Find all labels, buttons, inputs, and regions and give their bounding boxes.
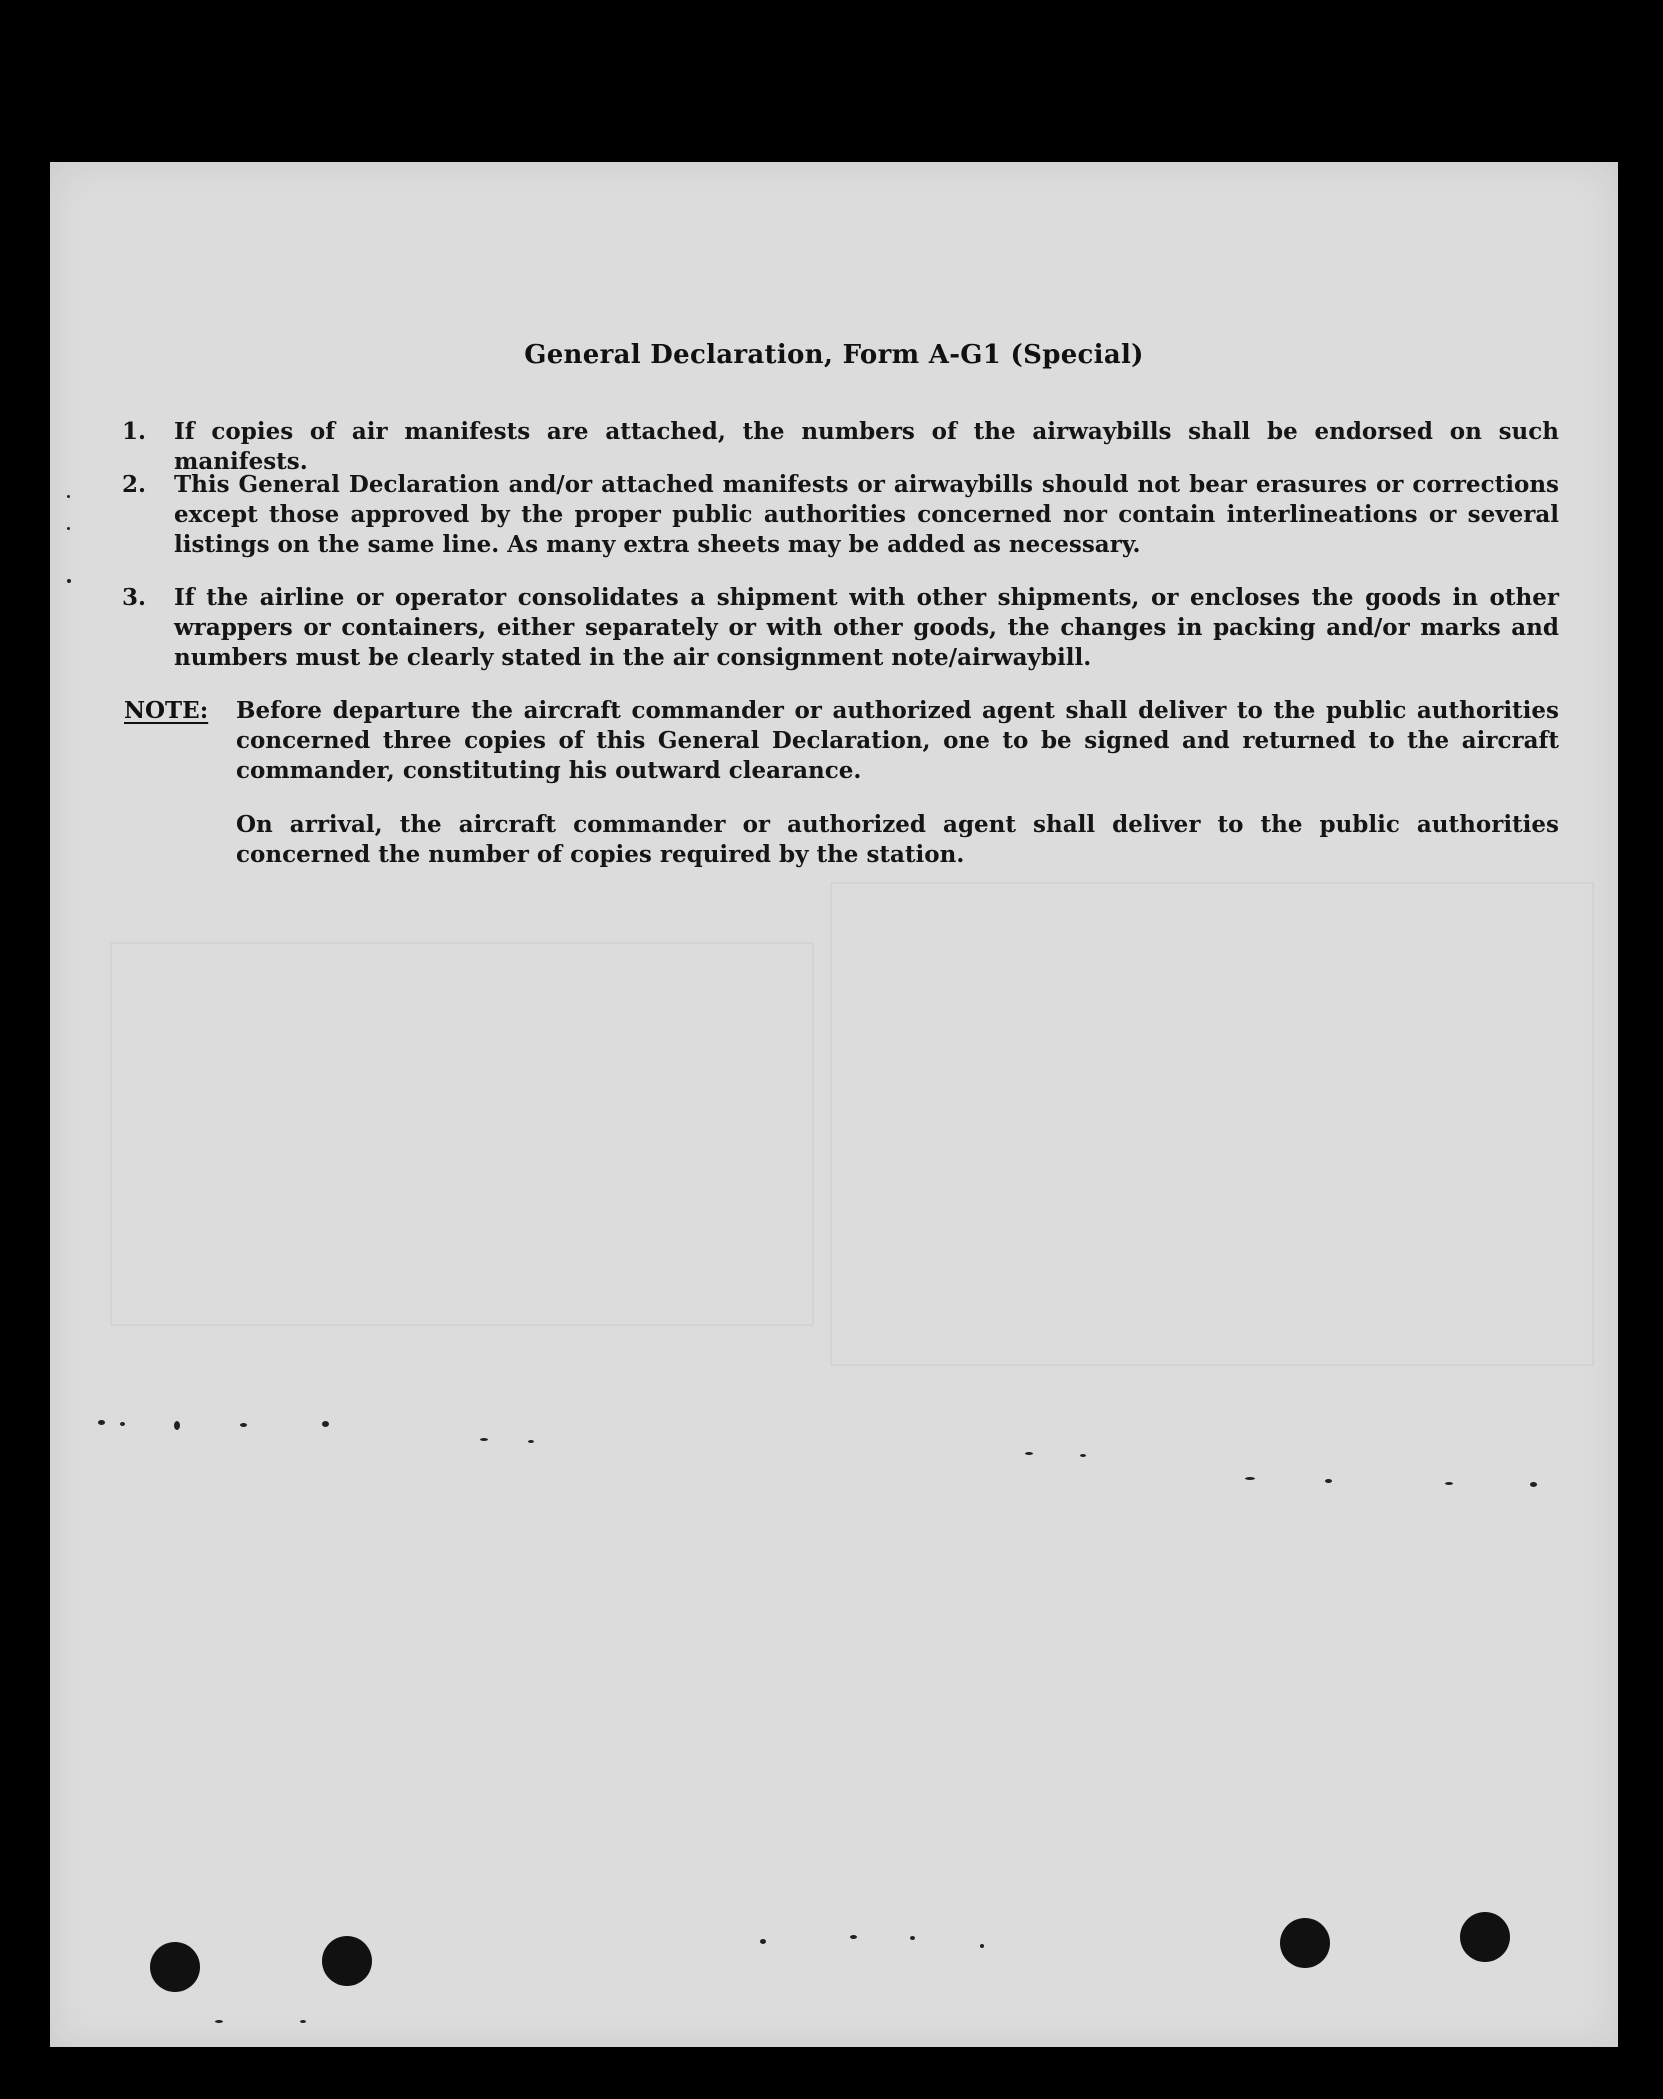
document-title: General Declaration, Form A-G1 (Special) (524, 340, 1144, 370)
speck-mark (174, 1421, 180, 1430)
speck-mark (67, 527, 70, 530)
speck-mark (760, 1939, 766, 1944)
item-number: 1. (122, 418, 147, 445)
note-paragraph: Before departure the aircraft commander or authorized agent shall deliver to the public authorities concerned three copies of this General Declaration, one to be signed and returned to the aircraft commander, constituting his outward clearance. (236, 697, 1559, 784)
item-number: 2. (122, 471, 147, 498)
bleed-through-box (830, 882, 1594, 1366)
punch-hole (1280, 1918, 1330, 1968)
speck-mark (980, 1944, 984, 1948)
note-paragraph: On arrival, the aircraft commander or authorized agent shall deliver to the public authorities concerned the number of copies required by the station. (236, 811, 1559, 868)
item-text: If copies of air manifests are attached, the numbers of the airwaybills shall be endorsed on such manifests. (174, 418, 1559, 475)
speck-mark (240, 1423, 247, 1427)
item-text: If the airline or operator consolidates a shipment with other shipments, or encloses the goods in other wrappers or containers, either separately or with other goods, the changes in packing and/or marks and numbers must be clearly stated in the air consignment note/airwaybill. (174, 584, 1559, 671)
speck-mark (1025, 1452, 1033, 1455)
speck-mark (1445, 1482, 1453, 1485)
speck-mark (1245, 1477, 1255, 1480)
speck-mark (300, 2020, 306, 2023)
speck-mark (120, 1422, 125, 1426)
item-text: This General Declaration and/or attached manifests or airwaybills should not bear erasures or corrections except those approved by the proper public authorities concerned nor contain interlineations or several listings on the same line. As many extra sheets may be added as necessary. (174, 471, 1559, 558)
speck-mark (98, 1420, 105, 1425)
item-number: 3. (122, 584, 147, 611)
speck-mark (1530, 1482, 1537, 1487)
speck-mark (910, 1936, 915, 1940)
speck-mark (1325, 1479, 1332, 1483)
document-page (50, 162, 1618, 2047)
speck-mark (215, 2020, 223, 2023)
speck-mark (850, 1935, 857, 1939)
speck-mark (67, 579, 71, 583)
punch-hole (322, 1936, 372, 1986)
punch-hole (1460, 1912, 1510, 1962)
speck-mark (528, 1440, 534, 1443)
speck-mark (480, 1438, 488, 1441)
bleed-through-box (110, 942, 814, 1326)
note-label: NOTE: (124, 697, 209, 724)
speck-mark (1080, 1454, 1086, 1457)
punch-hole (150, 1942, 200, 1992)
speck-mark (322, 1421, 329, 1427)
speck-mark (67, 495, 70, 498)
